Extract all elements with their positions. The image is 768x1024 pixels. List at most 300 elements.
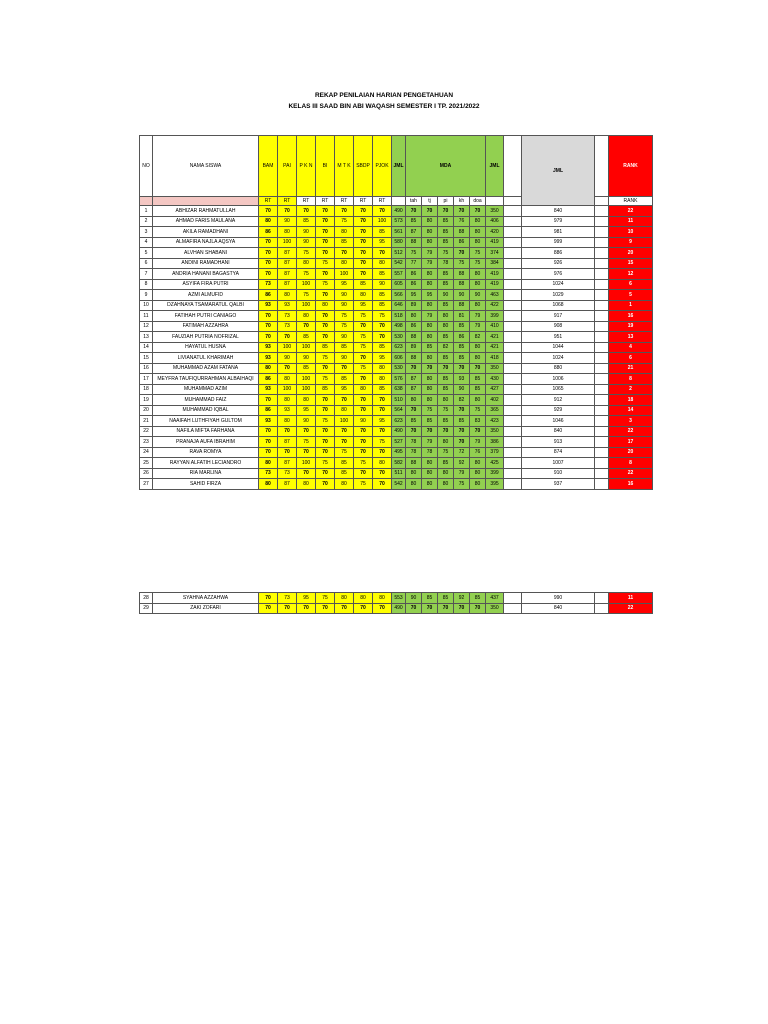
total-mda: 423 bbox=[486, 416, 504, 427]
mda-tah: 90 bbox=[406, 593, 422, 604]
score-mtk: 70 bbox=[335, 426, 354, 437]
score-sbdp: 70 bbox=[354, 395, 373, 406]
score-pkn: 70 bbox=[297, 447, 316, 458]
score-bam: 93 bbox=[259, 342, 278, 353]
score-sbdp: 70 bbox=[354, 206, 373, 217]
total-jml: 530 bbox=[392, 332, 406, 343]
score-pkn: 100 bbox=[297, 384, 316, 395]
spacer bbox=[595, 426, 609, 437]
total-mda: 430 bbox=[486, 374, 504, 385]
score-bi: 85 bbox=[316, 342, 335, 353]
score-mtk: 85 bbox=[335, 374, 354, 385]
mda-tah: 85 bbox=[406, 216, 422, 227]
mda-doa: 70 bbox=[470, 206, 486, 217]
score-mtk: 80 bbox=[335, 258, 354, 269]
student-name: MUHAMMAD AZAM FATANA bbox=[153, 363, 259, 374]
mda-pi: 85 bbox=[438, 458, 454, 469]
mda-pi: 85 bbox=[438, 384, 454, 395]
mda-tah: 88 bbox=[406, 237, 422, 248]
spacer bbox=[595, 269, 609, 280]
score-sbdp: 75 bbox=[354, 458, 373, 469]
score-pkn: 75 bbox=[297, 437, 316, 448]
student-no: 28 bbox=[140, 593, 153, 604]
mda-doa: 85 bbox=[470, 384, 486, 395]
header-jml-2: JML bbox=[486, 136, 504, 197]
score-mtk: 95 bbox=[335, 384, 354, 395]
mda-doa: 75 bbox=[470, 248, 486, 259]
student-row bbox=[140, 300, 653, 311]
rank-value: 4 bbox=[609, 342, 653, 353]
grand-total: 910 bbox=[522, 468, 595, 479]
grand-total: 981 bbox=[522, 227, 595, 238]
mda-doa: 83 bbox=[470, 416, 486, 427]
rank-value: 8 bbox=[609, 458, 653, 469]
mda-kh: 79 bbox=[454, 468, 470, 479]
sub-tj: tj bbox=[422, 197, 438, 206]
grand-total: 1007 bbox=[522, 458, 595, 469]
spacer bbox=[504, 405, 522, 416]
student-row bbox=[140, 395, 653, 406]
mda-tah: 86 bbox=[406, 279, 422, 290]
mda-tj: 70 bbox=[422, 426, 438, 437]
total-jml: 580 bbox=[392, 237, 406, 248]
score-sbdp: 70 bbox=[354, 227, 373, 238]
rank-value: 18 bbox=[609, 395, 653, 406]
mda-tah: 89 bbox=[406, 300, 422, 311]
mda-tah: 80 bbox=[406, 395, 422, 406]
score-pkn: 100 bbox=[297, 342, 316, 353]
student-no: 11 bbox=[140, 311, 153, 322]
sub-doa: doa bbox=[470, 197, 486, 206]
spacer bbox=[504, 374, 522, 385]
score-pjok: 70 bbox=[373, 447, 392, 458]
grand-total: 886 bbox=[522, 248, 595, 259]
score-bam: 70 bbox=[259, 206, 278, 217]
mda-tj: 78 bbox=[422, 447, 438, 458]
score-bam: 86 bbox=[259, 405, 278, 416]
mda-kh: 86 bbox=[454, 332, 470, 343]
rank-value: 10 bbox=[609, 227, 653, 238]
total-jml: 495 bbox=[392, 447, 406, 458]
mda-tah: 78 bbox=[406, 447, 422, 458]
student-row bbox=[140, 258, 653, 269]
grand-total: 1024 bbox=[522, 279, 595, 290]
score-pjok: 80 bbox=[373, 374, 392, 385]
extra-grade-table bbox=[139, 592, 653, 614]
score-bam: 93 bbox=[259, 353, 278, 364]
spacer bbox=[595, 227, 609, 238]
student-row bbox=[140, 363, 653, 374]
student-row bbox=[140, 437, 653, 448]
header-bam: BAM bbox=[259, 136, 278, 197]
total-mda: 399 bbox=[486, 468, 504, 479]
mda-tah: 70 bbox=[406, 206, 422, 217]
grand-total: 874 bbox=[522, 447, 595, 458]
total-mda: 399 bbox=[486, 311, 504, 322]
score-sbdp: 70 bbox=[354, 603, 373, 614]
rank-value: 20 bbox=[609, 248, 653, 259]
score-mtk: 75 bbox=[335, 311, 354, 322]
score-pai: 80 bbox=[278, 227, 297, 238]
spacer bbox=[595, 206, 609, 217]
score-pjok: 70 bbox=[373, 405, 392, 416]
score-bam: 73 bbox=[259, 279, 278, 290]
score-sbdp: 70 bbox=[354, 248, 373, 259]
score-pai: 93 bbox=[278, 300, 297, 311]
student-row bbox=[140, 311, 653, 322]
rank-value: 6 bbox=[609, 279, 653, 290]
score-bi: 70 bbox=[316, 332, 335, 343]
student-no: 9 bbox=[140, 290, 153, 301]
header-sbdp: SBDP bbox=[354, 136, 373, 197]
total-jml: 582 bbox=[392, 458, 406, 469]
score-bi: 70 bbox=[316, 468, 335, 479]
score-pkn: 70 bbox=[297, 603, 316, 614]
student-name: LIVIANATUL KHARIMAH bbox=[153, 353, 259, 364]
score-pjok: 85 bbox=[373, 384, 392, 395]
spacer bbox=[504, 258, 522, 269]
score-sbdp: 75 bbox=[354, 332, 373, 343]
mda-kh: 92 bbox=[454, 593, 470, 604]
mda-tah: 86 bbox=[406, 321, 422, 332]
score-mtk: 85 bbox=[335, 458, 354, 469]
score-pjok: 70 bbox=[373, 321, 392, 332]
score-sbdp: 70 bbox=[354, 321, 373, 332]
score-mtk: 75 bbox=[335, 321, 354, 332]
mda-pi: 75 bbox=[438, 447, 454, 458]
mda-kh: 88 bbox=[454, 269, 470, 280]
grand-total: 979 bbox=[522, 216, 595, 227]
score-pai: 70 bbox=[278, 603, 297, 614]
student-name: MUHAMMAD FAIZ bbox=[153, 395, 259, 406]
score-bam: 70 bbox=[259, 248, 278, 259]
score-mtk: 80 bbox=[335, 227, 354, 238]
score-pkn: 85 bbox=[297, 332, 316, 343]
score-pkn: 90 bbox=[297, 227, 316, 238]
total-jml: 498 bbox=[392, 321, 406, 332]
student-no: 23 bbox=[140, 437, 153, 448]
student-row bbox=[140, 593, 653, 604]
score-pkn: 80 bbox=[297, 479, 316, 490]
score-pai: 80 bbox=[278, 290, 297, 301]
sub-rt-mtk: RT bbox=[335, 197, 354, 206]
total-mda: 374 bbox=[486, 248, 504, 259]
mda-kh: 75 bbox=[454, 479, 470, 490]
sub-jml-1 bbox=[392, 197, 406, 206]
sub-kh: kh bbox=[454, 197, 470, 206]
spacer bbox=[595, 603, 609, 614]
score-sbdp: 80 bbox=[354, 384, 373, 395]
total-jml: 561 bbox=[392, 227, 406, 238]
score-bi: 70 bbox=[316, 447, 335, 458]
score-bam: 70 bbox=[259, 603, 278, 614]
score-pai: 87 bbox=[278, 269, 297, 280]
student-row bbox=[140, 321, 653, 332]
score-bi: 70 bbox=[316, 426, 335, 437]
grand-total: 1029 bbox=[522, 290, 595, 301]
mda-pi: 85 bbox=[438, 353, 454, 364]
header-rank: RANK bbox=[609, 136, 653, 197]
score-sbdp: 75 bbox=[354, 342, 373, 353]
sub-tah: tah bbox=[406, 197, 422, 206]
mda-tj: 79 bbox=[422, 311, 438, 322]
mda-tj: 80 bbox=[422, 458, 438, 469]
header-mda: MDA bbox=[406, 136, 486, 197]
rank-value: 2 bbox=[609, 384, 653, 395]
mda-kh: 70 bbox=[454, 248, 470, 259]
mda-tah: 87 bbox=[406, 227, 422, 238]
total-mda: 365 bbox=[486, 405, 504, 416]
total-jml: 518 bbox=[392, 311, 406, 322]
score-sbdp: 70 bbox=[354, 405, 373, 416]
mda-kh: 85 bbox=[454, 416, 470, 427]
grand-total: 926 bbox=[522, 258, 595, 269]
mda-pi: 85 bbox=[438, 279, 454, 290]
mda-tj: 80 bbox=[422, 479, 438, 490]
total-mda: 379 bbox=[486, 447, 504, 458]
score-mtk: 90 bbox=[335, 353, 354, 364]
score-pjok: 80 bbox=[373, 593, 392, 604]
spacer bbox=[595, 468, 609, 479]
score-bi: 70 bbox=[316, 227, 335, 238]
sub-rt-pkn: RT bbox=[297, 197, 316, 206]
mda-tj: 80 bbox=[422, 374, 438, 385]
mda-pi: 85 bbox=[438, 332, 454, 343]
rank-value: 20 bbox=[609, 447, 653, 458]
score-pjok: 75 bbox=[373, 311, 392, 322]
rank-value: 5 bbox=[609, 290, 653, 301]
total-mda: 350 bbox=[486, 426, 504, 437]
spacer bbox=[504, 426, 522, 437]
rank-value: 19 bbox=[609, 321, 653, 332]
score-bi: 70 bbox=[316, 363, 335, 374]
student-name: NAFILA MIFTA FARHANA bbox=[153, 426, 259, 437]
grand-total: 1046 bbox=[522, 416, 595, 427]
mda-doa: 85 bbox=[470, 374, 486, 385]
score-pjok: 85 bbox=[373, 300, 392, 311]
mda-doa: 80 bbox=[470, 468, 486, 479]
spacer bbox=[504, 216, 522, 227]
score-pjok: 75 bbox=[373, 437, 392, 448]
score-pai: 73 bbox=[278, 468, 297, 479]
rank-value: 22 bbox=[609, 468, 653, 479]
mda-pi: 85 bbox=[438, 416, 454, 427]
mda-kh: 93 bbox=[454, 374, 470, 385]
score-bam: 70 bbox=[259, 258, 278, 269]
total-mda: 419 bbox=[486, 237, 504, 248]
mda-tj: 80 bbox=[422, 321, 438, 332]
score-pkn: 80 bbox=[297, 395, 316, 406]
score-pjok: 85 bbox=[373, 290, 392, 301]
rank-value: 3 bbox=[609, 416, 653, 427]
mda-doa: 70 bbox=[470, 426, 486, 437]
score-bi: 85 bbox=[316, 384, 335, 395]
mda-tj: 70 bbox=[422, 206, 438, 217]
mda-tah: 70 bbox=[406, 405, 422, 416]
header-pjok: PJOK bbox=[373, 136, 392, 197]
score-pai: 87 bbox=[278, 279, 297, 290]
score-pkn: 100 bbox=[297, 300, 316, 311]
mda-pi: 75 bbox=[438, 405, 454, 416]
mda-tah: 78 bbox=[406, 437, 422, 448]
spacer bbox=[504, 248, 522, 259]
score-pjok: 90 bbox=[373, 279, 392, 290]
mda-doa: 80 bbox=[470, 353, 486, 364]
score-sbdp: 95 bbox=[354, 300, 373, 311]
mda-kh: 70 bbox=[454, 437, 470, 448]
mda-doa: 80 bbox=[470, 227, 486, 238]
student-name: HAYATUL HUSNA bbox=[153, 342, 259, 353]
score-pkn: 100 bbox=[297, 374, 316, 385]
score-pjok: 85 bbox=[373, 342, 392, 353]
student-no: 15 bbox=[140, 353, 153, 364]
score-bam: 86 bbox=[259, 290, 278, 301]
score-sbdp: 70 bbox=[354, 447, 373, 458]
score-pjok: 95 bbox=[373, 416, 392, 427]
score-bam: 93 bbox=[259, 300, 278, 311]
score-bi: 70 bbox=[316, 216, 335, 227]
spacer bbox=[504, 332, 522, 343]
score-bi: 70 bbox=[316, 321, 335, 332]
score-mtk: 80 bbox=[335, 405, 354, 416]
mda-pi: 80 bbox=[438, 321, 454, 332]
total-mda: 402 bbox=[486, 395, 504, 406]
student-no: 4 bbox=[140, 237, 153, 248]
rank-value: 17 bbox=[609, 437, 653, 448]
header-jml-3: JML bbox=[522, 136, 595, 206]
spacer bbox=[595, 321, 609, 332]
student-no: 2 bbox=[140, 216, 153, 227]
student-name: AHMAD FARIS MAULANA bbox=[153, 216, 259, 227]
spacer bbox=[595, 458, 609, 469]
student-row bbox=[140, 290, 653, 301]
mda-kh: 72 bbox=[454, 447, 470, 458]
header-spacer-2 bbox=[595, 136, 609, 197]
total-jml: 606 bbox=[392, 353, 406, 364]
student-name: MUHAMMAD IQBAL bbox=[153, 405, 259, 416]
score-pai: 100 bbox=[278, 384, 297, 395]
spacer bbox=[595, 353, 609, 364]
mda-tj: 80 bbox=[422, 332, 438, 343]
mda-kh: 88 bbox=[454, 300, 470, 311]
mda-kh: 86 bbox=[454, 237, 470, 248]
student-row bbox=[140, 227, 653, 238]
score-pai: 87 bbox=[278, 437, 297, 448]
student-no: 21 bbox=[140, 416, 153, 427]
total-mda: 420 bbox=[486, 227, 504, 238]
mda-kh: 82 bbox=[454, 395, 470, 406]
rank-value: 15 bbox=[609, 258, 653, 269]
rank-value: 22 bbox=[609, 603, 653, 614]
spacer bbox=[595, 416, 609, 427]
score-pjok: 80 bbox=[373, 458, 392, 469]
spacer bbox=[504, 353, 522, 364]
score-pkn: 100 bbox=[297, 458, 316, 469]
student-name: AZMI ALMUFID bbox=[153, 290, 259, 301]
score-pjok: 70 bbox=[373, 468, 392, 479]
student-no: 8 bbox=[140, 279, 153, 290]
score-pjok: 70 bbox=[373, 603, 392, 614]
rank-value: 14 bbox=[609, 405, 653, 416]
spacer bbox=[504, 321, 522, 332]
student-no: 25 bbox=[140, 458, 153, 469]
score-pjok: 80 bbox=[373, 258, 392, 269]
spacer bbox=[595, 237, 609, 248]
spacer bbox=[595, 279, 609, 290]
score-sbdp: 75 bbox=[354, 363, 373, 374]
mda-tah: 80 bbox=[406, 311, 422, 322]
mda-kh: 90 bbox=[454, 384, 470, 395]
spacer bbox=[504, 237, 522, 248]
score-sbdp: 85 bbox=[354, 279, 373, 290]
mda-kh: 70 bbox=[454, 206, 470, 217]
student-row bbox=[140, 206, 653, 217]
spacer bbox=[504, 603, 522, 614]
score-bam: 93 bbox=[259, 416, 278, 427]
student-name: FATIHAH PUTRI CANIAGO bbox=[153, 311, 259, 322]
mda-tah: 88 bbox=[406, 332, 422, 343]
rank-value: 1 bbox=[609, 300, 653, 311]
total-jml: 512 bbox=[392, 248, 406, 259]
student-name: NAAIFAH LUTHFIYAH GULTOM bbox=[153, 416, 259, 427]
mda-doa: 80 bbox=[470, 479, 486, 490]
student-name: ASYIFA FIRA PUTRI bbox=[153, 279, 259, 290]
score-pkn: 90 bbox=[297, 353, 316, 364]
mda-pi: 85 bbox=[438, 227, 454, 238]
mda-pi: 85 bbox=[438, 216, 454, 227]
grand-total: 840 bbox=[522, 603, 595, 614]
mda-doa: 90 bbox=[470, 290, 486, 301]
mda-pi: 78 bbox=[438, 258, 454, 269]
spacer bbox=[504, 269, 522, 280]
score-bi: 75 bbox=[316, 258, 335, 269]
score-pjok: 95 bbox=[373, 237, 392, 248]
score-bi: 75 bbox=[316, 374, 335, 385]
student-row bbox=[140, 374, 653, 385]
student-name: MUHAMMAD AZIM bbox=[153, 384, 259, 395]
spacer bbox=[595, 384, 609, 395]
student-name: DZAHNAYA TSAMARATUL QALBI bbox=[153, 300, 259, 311]
score-pjok: 85 bbox=[373, 269, 392, 280]
mda-pi: 90 bbox=[438, 290, 454, 301]
student-no: 20 bbox=[140, 405, 153, 416]
score-pkn: 95 bbox=[297, 593, 316, 604]
score-bam: 80 bbox=[259, 458, 278, 469]
score-pai: 87 bbox=[278, 258, 297, 269]
student-no: 6 bbox=[140, 258, 153, 269]
student-name: AKILA RAMADHANI bbox=[153, 227, 259, 238]
spacer bbox=[504, 384, 522, 395]
score-pai: 73 bbox=[278, 593, 297, 604]
spacer bbox=[595, 216, 609, 227]
grand-total: 937 bbox=[522, 479, 595, 490]
score-pai: 80 bbox=[278, 395, 297, 406]
score-mtk: 90 bbox=[335, 300, 354, 311]
student-row bbox=[140, 447, 653, 458]
total-mda: 395 bbox=[486, 479, 504, 490]
score-pjok: 70 bbox=[373, 332, 392, 343]
total-mda: 437 bbox=[486, 593, 504, 604]
mda-doa: 80 bbox=[470, 458, 486, 469]
score-pkn: 100 bbox=[297, 279, 316, 290]
grand-total: 1044 bbox=[522, 342, 595, 353]
total-mda: 418 bbox=[486, 353, 504, 364]
mda-pi: 85 bbox=[438, 593, 454, 604]
student-name: ALVHAN SHABANI bbox=[153, 248, 259, 259]
sub-rt-sbdp: RT bbox=[354, 197, 373, 206]
mda-doa: 80 bbox=[470, 342, 486, 353]
mda-tj: 70 bbox=[422, 363, 438, 374]
